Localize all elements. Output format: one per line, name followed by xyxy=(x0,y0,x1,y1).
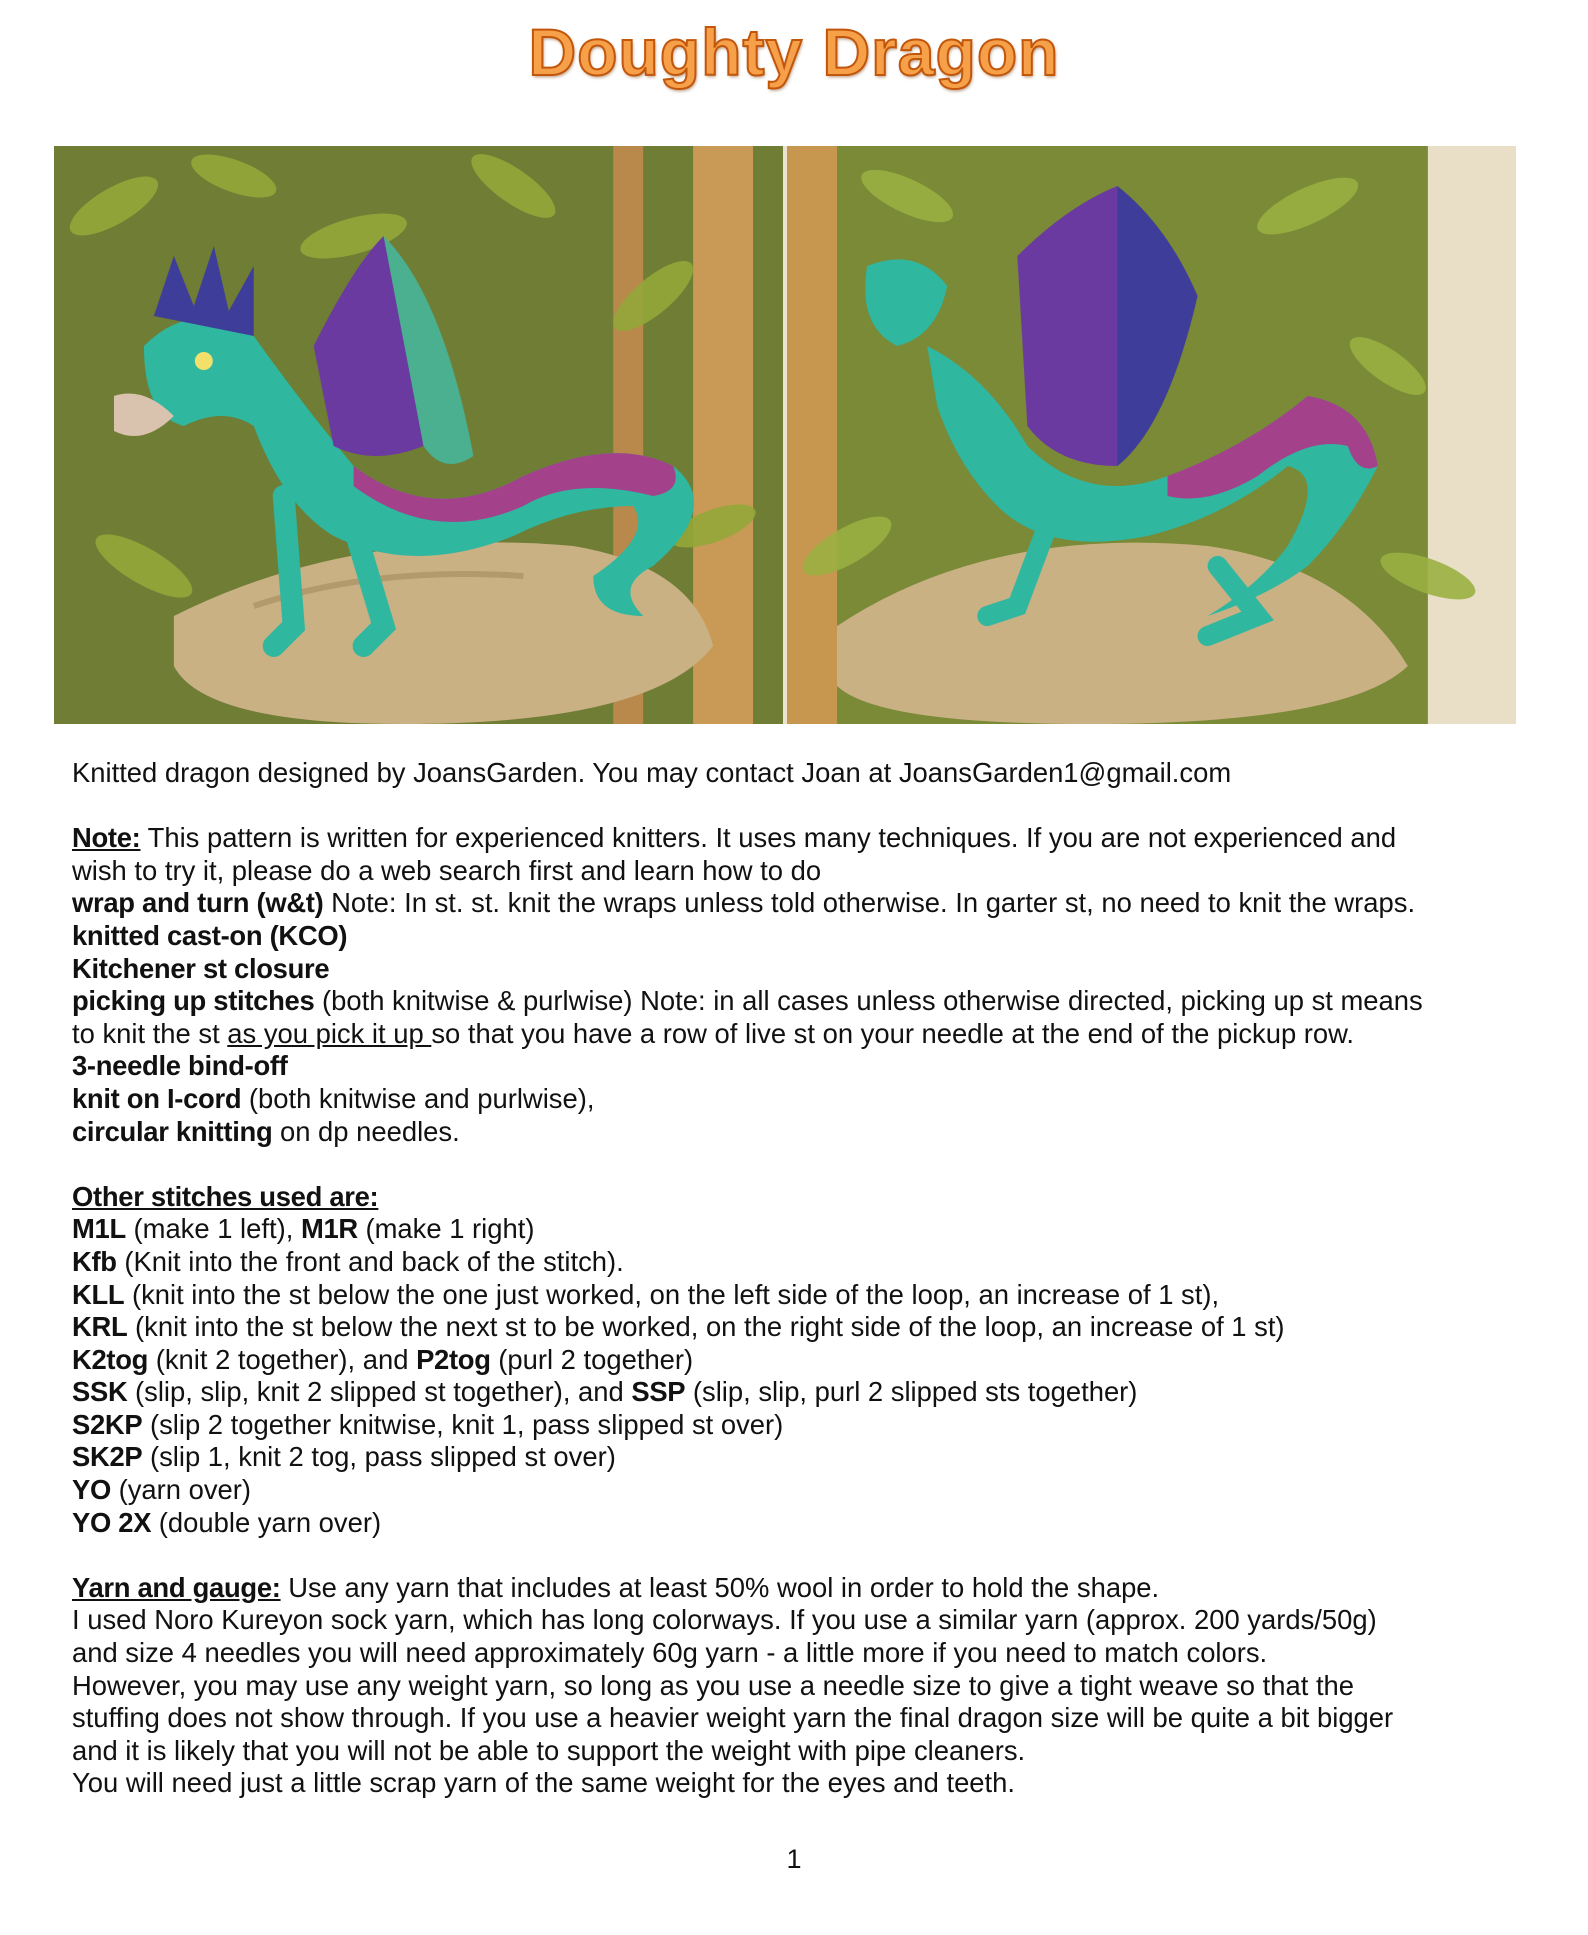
stitch-m1l-term: M1L xyxy=(72,1213,126,1245)
yarn-line-6: and it is likely that you will not be able to support the weight with pipe cleaners. xyxy=(72,1734,1026,1766)
stitch-ssk-term: SSK xyxy=(72,1376,128,1408)
stitch-kll xyxy=(72,1279,1512,1312)
technique-circular-term: circular knitting xyxy=(72,1115,273,1147)
dragon-photos xyxy=(54,146,1516,724)
page-number: 1 xyxy=(786,1844,802,1874)
technique-icord xyxy=(72,1083,1512,1116)
picking-text-2b: so that you have a row of live st on your needle at the end of the pickup row. xyxy=(431,1017,1355,1049)
stitch-k2tog-text: (knit 2 together), and xyxy=(148,1343,417,1375)
technique-icord-term: knit on I-cord xyxy=(72,1082,242,1114)
stitch-krl xyxy=(72,1311,1512,1344)
stitch-s2kp xyxy=(72,1409,1512,1442)
note-paragraph xyxy=(72,822,1512,855)
stitch-yo-text: (yarn over) xyxy=(110,1474,252,1506)
stitch-s2kp-text: (slip 2 together knitwise, knit 1, pass slipped st over) xyxy=(142,1408,784,1440)
stitch-m1 xyxy=(72,1213,1512,1246)
stitch-k2tog-term: K2tog xyxy=(72,1343,149,1375)
stitch-yo2x xyxy=(72,1507,1512,1540)
stitch-sk2p-text: (slip 1, knit 2 tog, pass slipped st over) xyxy=(142,1441,616,1473)
dragon-photo-left xyxy=(54,146,783,724)
yarn-line-5: stuffing does not show through. If you use a heavier weight yarn the final dragon size will be quite a bit bigger xyxy=(72,1702,1394,1734)
note-label: Note: xyxy=(72,822,141,854)
stitch-kfb-term: Kfb xyxy=(72,1245,117,1277)
yarn-line-2: I used Noro Kureyon sock yarn, which has long colorways. If you use a similar yarn (approx. 200 yards/50g) xyxy=(72,1604,1377,1636)
stitch-yo-term: YO xyxy=(72,1474,111,1506)
technique-picking xyxy=(72,985,1512,1018)
stitch-kfb-text: (Knit into the front and back of the stitch). xyxy=(116,1245,624,1277)
stitch-p2tog-text: (purl 2 together) xyxy=(490,1343,694,1375)
technique-picking-line-2 xyxy=(72,1018,1512,1051)
yarn-line-3: and size 4 needles you will need approximately 60g yarn - a little more if you need to match colors. xyxy=(72,1637,1268,1669)
technique-kco: knitted cast-on (KCO) xyxy=(72,919,348,951)
technique-bindoff: 3-needle bind-off xyxy=(72,1050,288,1082)
stitch-yo2x-text: (double yarn over) xyxy=(151,1506,382,1538)
stitch-kfb xyxy=(72,1246,1512,1279)
stitch-yo xyxy=(72,1474,1512,1507)
stitch-ssp-text: (slip, slip, purl 2 slipped sts together) xyxy=(685,1376,1138,1408)
picking-text-2a: to knit the st xyxy=(72,1017,228,1049)
intro-line: Knitted dragon designed by JoansGarden. You may contact Joan at JoansGarden1@gmail.com xyxy=(72,757,1232,788)
note-text-1: This pattern is written for experienced knitters. It uses many techniques. If you are not experienced and xyxy=(140,822,1397,854)
technique-icord-text: (both knitwise and purlwise), xyxy=(241,1082,595,1114)
stitch-ssk xyxy=(72,1376,1512,1409)
stitch-s2kp-term: S2KP xyxy=(72,1408,143,1440)
stitch-kll-term: KLL xyxy=(72,1278,125,1310)
stitch-sk2p-term: SK2P xyxy=(72,1441,143,1473)
dragon-photo-right xyxy=(787,146,1516,724)
technique-circular xyxy=(72,1116,1512,1149)
stitch-krl-text: (knit into the st below the next st to be worked, on the right side of the loop, an increase of 1 st) xyxy=(127,1311,1285,1343)
pattern-text xyxy=(72,757,1512,1800)
stitch-ssp-term: SSP xyxy=(631,1376,686,1408)
technique-picking-text-1: (both knitwise & purlwise) Note: in all cases unless otherwise directed, picking up st means xyxy=(314,985,1423,1017)
stitch-p2tog-term: P2tog xyxy=(416,1343,491,1375)
technique-wrap-note: Note: In st. st. knit the wraps unless told otherwise. In garter st, no need to knit the wraps. xyxy=(323,887,1416,919)
stitch-m1r-term: M1R xyxy=(300,1213,358,1245)
stitch-k2tog xyxy=(72,1344,1512,1377)
technique-kitchener: Kitchener st closure xyxy=(72,952,330,984)
stitch-m1r-text: (make 1 right) xyxy=(357,1213,535,1245)
stitches-heading: Other stitches used are: xyxy=(72,1180,379,1212)
picking-text-underlined: as you pick it up xyxy=(227,1017,432,1049)
yarn-line-4: However, you may use any weight yarn, so long as you use a needle size to give a tight weave so that the xyxy=(72,1669,1355,1701)
yarn-line-1-text: Use any yarn that includes at least 50% wool in order to hold the shape. xyxy=(280,1571,1160,1603)
document-title: Doughty Dragon xyxy=(528,15,1060,89)
technique-wrap-term: wrap and turn (w&t) xyxy=(72,887,324,919)
stitch-kll-text: (knit into the st below the one just worked, on the left side of the loop, an increase of 1 st), xyxy=(124,1278,1220,1310)
yarn-line-7: You will need just a little scrap yarn of the same weight for the eyes and teeth. xyxy=(72,1767,1015,1799)
stitch-ssk-text: (slip, slip, knit 2 slipped st together), and xyxy=(127,1376,632,1408)
yarn-label: Yarn and gauge: xyxy=(72,1571,281,1603)
stitch-yo2x-term: YO 2X xyxy=(72,1506,152,1538)
stitch-m1l-text: (make 1 left), xyxy=(125,1213,301,1245)
technique-picking-term: picking up stitches xyxy=(72,985,315,1017)
technique-wrap xyxy=(72,887,1512,920)
note-text-2: wish to try it, please do a web search first and learn how to do xyxy=(72,854,822,886)
stitch-sk2p xyxy=(72,1441,1512,1474)
stitch-krl-term: KRL xyxy=(72,1311,128,1343)
technique-circular-text: on dp needles. xyxy=(272,1115,460,1147)
yarn-line-1 xyxy=(72,1572,1512,1605)
